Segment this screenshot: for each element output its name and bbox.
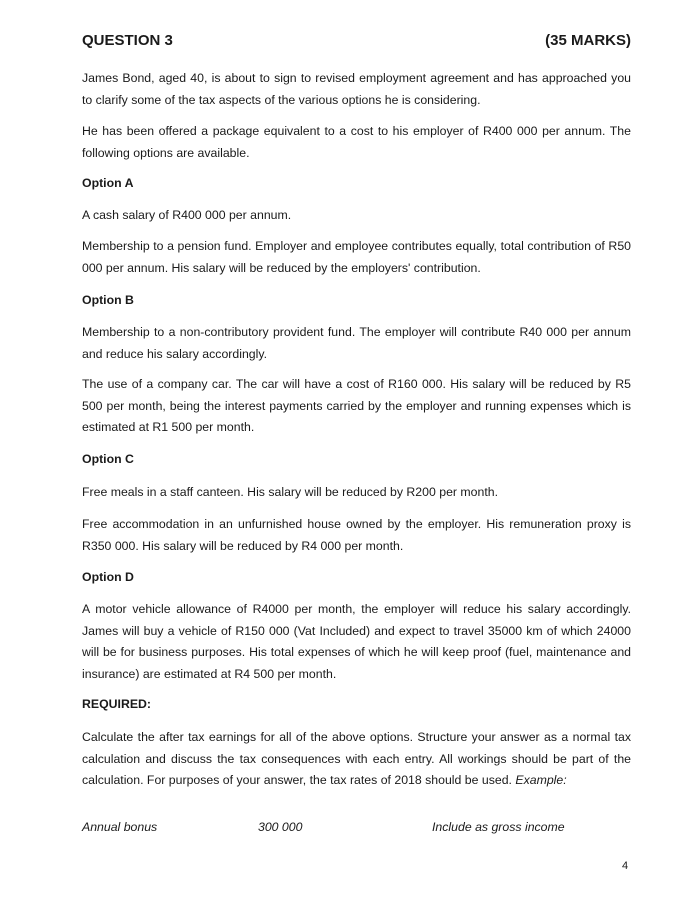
option-b-item-1: Membership to a non-contributory provident fund. The employer will contribute R40 000 per annum and reduce his salary accordingly.	[82, 325, 631, 361]
required-text	[82, 727, 631, 792]
required-body: Calculate the after tax earnings for all of the above options. Structure your answer as a normal tax calculation and discuss the tax consequences with each entry. All workings should be part of the calculation. For purposes of your answer, the tax rates of 2018 should be used.	[82, 730, 631, 787]
question-title: QUESTION 3	[82, 32, 173, 49]
option-a-heading: Option A	[82, 176, 134, 190]
example-amount: 300 000	[258, 820, 303, 834]
example-treatment: Include as gross income	[432, 820, 565, 834]
question-header	[82, 32, 631, 49]
intro-paragraph-2: He has been offered a package equivalent to a cost to his employer of R400 000 per annum. The following options are available.	[82, 124, 631, 160]
option-b-heading: Option B	[82, 293, 134, 307]
option-a-item-2: Membership to a pension fund. Employer and employee contributes equally, total contribution of R50 000 per annum. His salary will be reduced by the employers' contribution.	[82, 239, 631, 275]
example-label: Example:	[515, 773, 567, 787]
option-b-item-2: The use of a company car. The car will have a cost of R160 000. His salary will be reduced by R5 500 per month, being the interest payments carried by the employer and running expenses which is estimated at R1 500 per month.	[82, 377, 631, 434]
intro-paragraph-1: James Bond, aged 40, is about to sign to revised employment agreement and has approached you to clarify some of the tax aspects of the various options he is considering.	[82, 71, 631, 107]
example-item: Annual bonus	[82, 820, 158, 834]
option-a-item-1: A cash salary of R400 000 per annum.	[82, 208, 292, 222]
required-heading: REQUIRED:	[82, 697, 152, 711]
option-d-item-1: A motor vehicle allowance of R4000 per month, the employer will reduce his salary accordingly. James will buy a vehicle of R150 000 (Vat Included) and expect to travel 35000 km of which 24000 will be for business purposes. His total expenses of which he will keep proof (fuel, maintenance and insurance) are estimated at R4 500 per month.	[82, 602, 631, 681]
page-number: 4	[622, 860, 629, 872]
option-c-heading: Option C	[82, 452, 134, 466]
option-c-item-2: Free accommodation in an unfurnished house owned by the employer. His remuneration proxy is R350 000. His salary will be reduced by R4 000 per month.	[82, 517, 631, 553]
question-marks: (35 MARKS)	[545, 32, 631, 49]
option-c-item-1: Free meals in a staff canteen. His salary will be reduced by R200 per month.	[82, 485, 499, 499]
option-d-heading: Option D	[82, 570, 134, 584]
